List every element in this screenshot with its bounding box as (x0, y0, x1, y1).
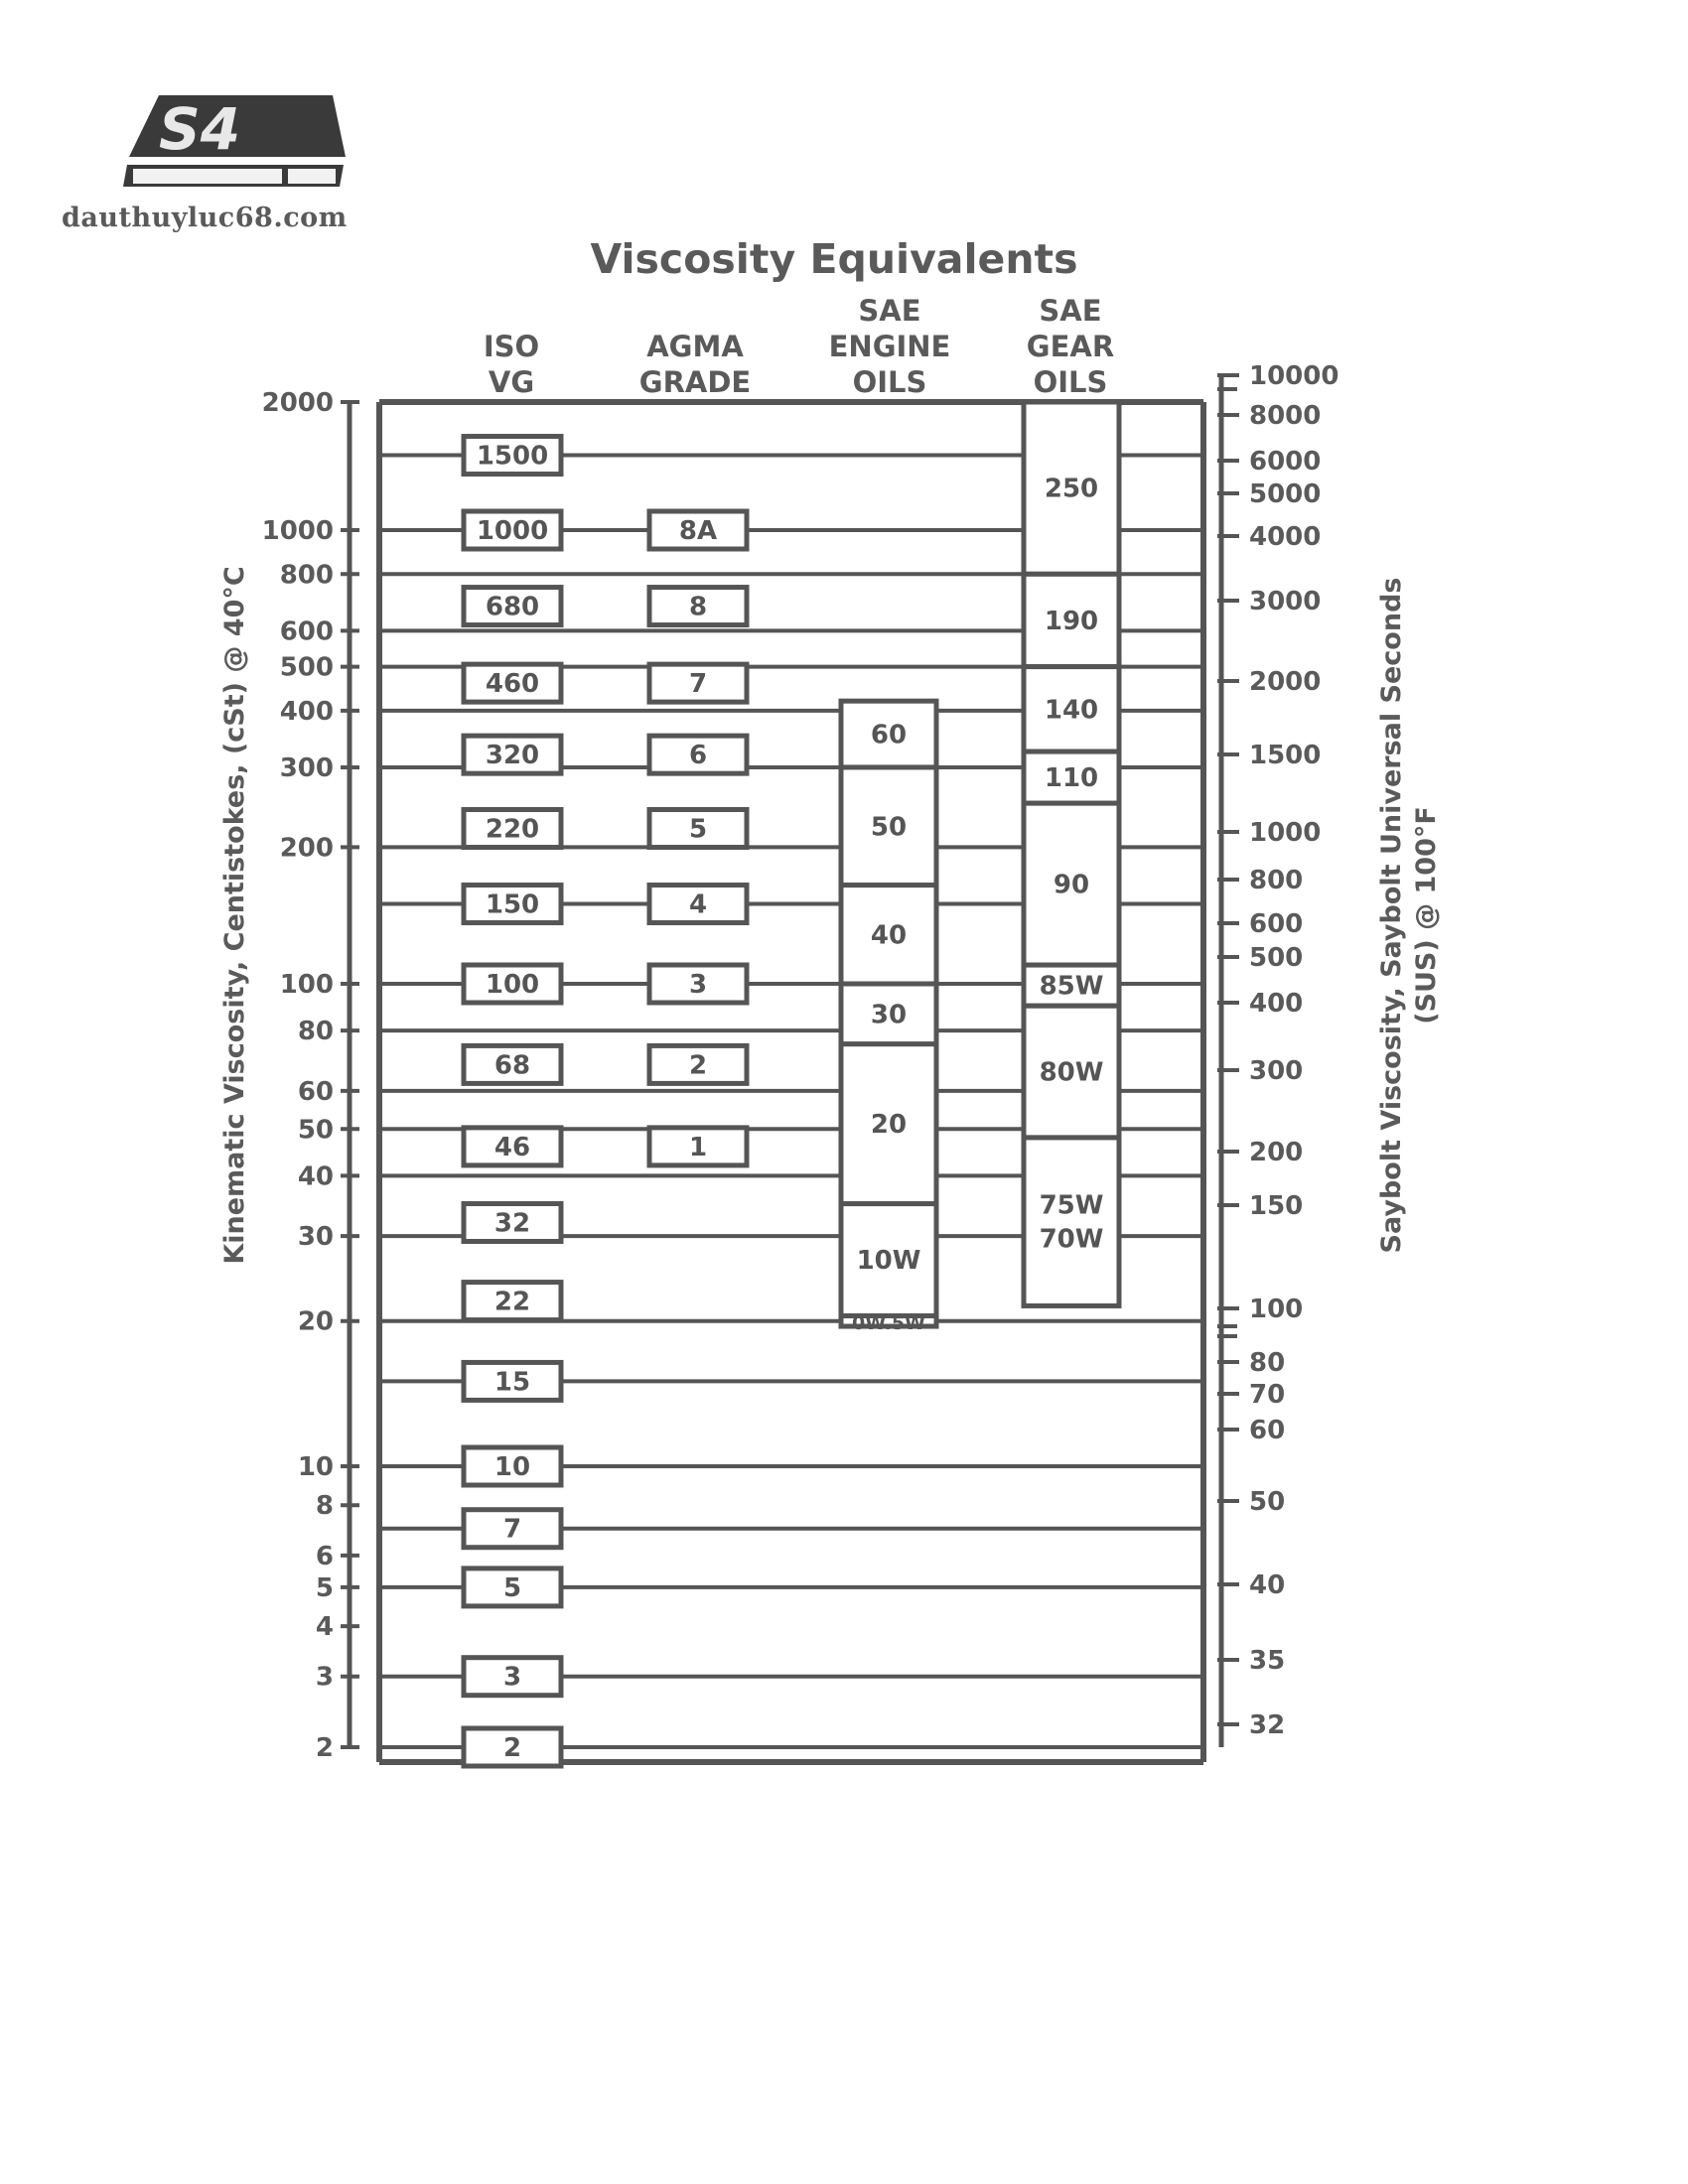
sae-gear-label-85W: 85W (1039, 971, 1104, 1002)
agma-label-2: 2 (688, 1050, 708, 1081)
right-tick-label-50: 50 (1249, 1487, 1286, 1517)
left-tick-label-100: 100 (279, 970, 334, 1000)
left-axis-label: Kinematic Viscosity, Centistokes, (cSt) @ 40°C (219, 566, 250, 1265)
column-header-agma-line1: AGMA (646, 330, 744, 363)
iso-vg-label-32: 32 (493, 1208, 531, 1239)
iso-vg-label-68: 68 (493, 1050, 531, 1081)
left-tick-label-2000: 2000 (261, 388, 334, 418)
right-tick-label-40: 40 (1249, 1570, 1286, 1600)
right-tick-label-2000: 2000 (1249, 667, 1322, 697)
left-tick-label-2: 2 (315, 1733, 334, 1763)
left-tick-label-500: 500 (279, 652, 334, 683)
sae-gear-label-140: 140 (1044, 695, 1099, 726)
iso-vg-label-15: 15 (493, 1367, 531, 1398)
right-tick-label-10000: 10000 (1249, 361, 1339, 391)
sae-engine-label-20: 20 (870, 1110, 908, 1141)
iso-vg-label-680: 680 (485, 592, 540, 622)
sae-engine-label-40: 40 (870, 920, 908, 951)
left-tick-label-40: 40 (297, 1161, 334, 1192)
sae-gear-column (1024, 402, 1119, 1305)
left-tick-label-800: 800 (279, 560, 334, 591)
sae-gear-label-80W: 80W (1039, 1057, 1104, 1088)
iso-vg-label-220: 220 (485, 814, 540, 845)
sae-engine-label-0W.5W: 0W.5W (851, 1311, 926, 1334)
sae-gear-label-90: 90 (1053, 870, 1090, 900)
right-tick-label-70: 70 (1249, 1380, 1286, 1410)
left-tick-label-6: 6 (315, 1541, 334, 1571)
sae-gear-label-75W: 75W (1039, 1190, 1104, 1221)
right-tick-label-6000: 6000 (1249, 447, 1322, 477)
right-tick-label-5000: 5000 (1249, 479, 1322, 509)
right-axis-ticks (1217, 361, 1338, 1740)
iso-vg-label-10: 10 (493, 1452, 531, 1482)
iso-vg-label-320: 320 (485, 741, 540, 771)
column-header-iso-line2: VG (488, 365, 535, 399)
column-header-sae_engine-line2: ENGINE (828, 330, 951, 363)
column-header-sae_gear-line1: SAE (1039, 294, 1102, 328)
sae-engine-label-10W: 10W (856, 1246, 921, 1277)
left-tick-label-1000: 1000 (261, 516, 334, 546)
right-tick-label-400: 400 (1249, 989, 1304, 1019)
sae-engine-column (841, 701, 936, 1334)
left-tick-label-20: 20 (297, 1306, 334, 1337)
left-tick-label-200: 200 (279, 833, 334, 864)
left-tick-label-4: 4 (315, 1612, 334, 1643)
right-tick-label-60: 60 (1249, 1416, 1286, 1445)
right-tick-label-4000: 4000 (1249, 522, 1322, 552)
iso-vg-label-460: 460 (485, 669, 540, 700)
left-tick-label-10: 10 (297, 1452, 334, 1482)
left-axis-ticks (262, 388, 359, 1763)
right-tick-label-8000: 8000 (1249, 401, 1322, 431)
iso-vg-label-7: 7 (502, 1514, 522, 1545)
right-axis-label-line2: (SUS) @ 100°F (1411, 806, 1442, 1024)
iso-vg-label-46: 46 (493, 1132, 531, 1162)
agma-label-3: 3 (688, 970, 708, 1000)
column-header-iso-line1: ISO (483, 330, 540, 363)
left-tick-label-50: 50 (297, 1115, 334, 1146)
left-tick-label-600: 600 (279, 616, 334, 647)
right-tick-label-800: 800 (1249, 866, 1304, 895)
iso-vg-label-150: 150 (485, 889, 540, 920)
sae-gear-label-110: 110 (1044, 763, 1099, 794)
left-tick-label-80: 80 (297, 1017, 334, 1047)
agma-grade-column (649, 511, 747, 1165)
column-header-agma-line2: GRADE (638, 365, 752, 399)
right-tick-label-500: 500 (1249, 943, 1304, 973)
left-tick-label-300: 300 (279, 752, 334, 783)
left-tick-label-30: 30 (297, 1222, 334, 1253)
iso-vg-label-100: 100 (485, 970, 540, 1000)
left-tick-label-3: 3 (315, 1662, 334, 1693)
right-tick-label-600: 600 (1249, 909, 1304, 939)
left-tick-label-400: 400 (279, 696, 334, 727)
sae-gear-label-190: 190 (1044, 606, 1099, 636)
column-header-sae_engine-line1: SAE (858, 294, 921, 328)
right-tick-label-200: 200 (1249, 1138, 1304, 1167)
iso-vg-label-5: 5 (502, 1572, 522, 1603)
iso-vg-label-2: 2 (502, 1733, 522, 1763)
sae-engine-label-50: 50 (870, 812, 908, 843)
right-tick-label-100: 100 (1249, 1295, 1304, 1324)
sae-gear-label-70W: 70W (1039, 1224, 1104, 1255)
agma-label-6: 6 (688, 741, 708, 771)
column-header-sae_gear-line3: OILS (1033, 365, 1108, 399)
column-header-sae_engine-line3: OILS (852, 365, 927, 399)
right-tick-label-300: 300 (1249, 1056, 1304, 1086)
right-tick-label-32: 32 (1249, 1710, 1286, 1740)
right-tick-label-80: 80 (1249, 1348, 1286, 1378)
sae-engine-label-30: 30 (870, 1000, 908, 1030)
sae-engine-label-60: 60 (870, 720, 908, 751)
right-tick-label-150: 150 (1249, 1191, 1304, 1221)
agma-label-1: 1 (688, 1132, 708, 1162)
agma-label-4: 4 (688, 889, 708, 920)
iso-vg-label-1500: 1500 (476, 441, 549, 472)
iso-vg-label-22: 22 (493, 1287, 531, 1317)
left-tick-label-8: 8 (315, 1491, 334, 1522)
right-axis-label-line1: Saybolt Viscosity, Saybolt Universal Seconds (1376, 577, 1407, 1254)
sae-gear-label-250: 250 (1044, 474, 1099, 504)
website-url[interactable]: dauthuyluc68.com (62, 203, 348, 233)
left-tick-label-60: 60 (297, 1076, 334, 1107)
agma-label-8: 8 (688, 592, 708, 622)
right-tick-label-1000: 1000 (1249, 818, 1322, 848)
column-header-sae_gear-line2: GEAR (1026, 330, 1115, 363)
left-tick-label-5: 5 (315, 1572, 334, 1603)
iso-vg-label-3: 3 (502, 1662, 522, 1693)
sae-gear-range-75W (1024, 1138, 1119, 1306)
logo-mark-text: S4 (159, 95, 241, 163)
agma-label-8A: 8A (678, 516, 718, 546)
right-tick-label-35: 35 (1249, 1646, 1286, 1676)
right-tick-label-3000: 3000 (1249, 587, 1322, 616)
agma-label-7: 7 (688, 669, 708, 700)
iso-vg-column (464, 437, 561, 1766)
right-tick-label-1500: 1500 (1249, 741, 1322, 770)
chart-title: Viscosity Equivalents (590, 235, 1078, 283)
iso-vg-label-1000: 1000 (476, 516, 549, 546)
agma-label-5: 5 (688, 814, 708, 845)
column-headers (484, 294, 1114, 399)
